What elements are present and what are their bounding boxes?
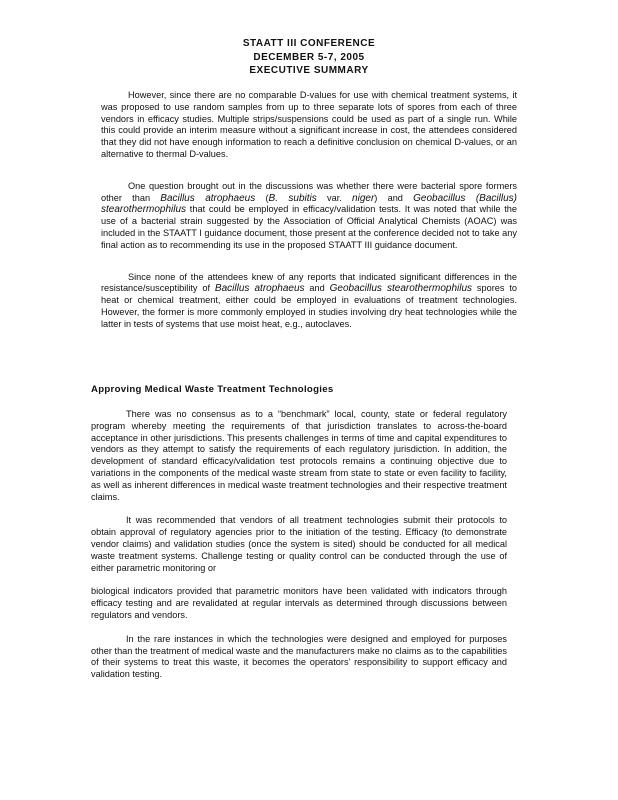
paragraph-spore-formers — [101, 181, 517, 252]
body-top — [101, 90, 517, 343]
header-line-conference: STAATT III CONFERENCE — [242, 38, 376, 49]
paragraph-resistance — [101, 272, 517, 331]
document-header — [0, 37, 618, 78]
species-name: B. subitis — [268, 192, 317, 204]
text-run: and — [304, 283, 330, 294]
paragraph-biological-indicators: biological indicators provided that parametric monitors have been validated with indicators through efficacy testing and are revalidated at regular intervals as determined through discussions between regulators and vendors. — [91, 586, 507, 620]
paragraph-d-values: However, since there are no comparable D-values for use with chemical treatment systems, it was proposed to use random samples from up to three separate lots of spores from each of three vendors in efficacy studies. Multiple strips/suspensions could be used as part of a single run. While this could provide an interim measure without a significant increase in cost, the attendees considered that they did not have enough information to reach a definitive conclusion on chemical D-values, or an alternative to thermal D-values. — [101, 90, 517, 159]
header-line-date: DECEMBER 5-7, 2005 — [253, 51, 365, 63]
text-run: One question brought out in the discussions was whether there were bacterial spore formers other than — [101, 180, 517, 203]
paragraph-benchmark: There was no consensus as to a “benchmark” local, county, state or federal regulatory program whereby meeting the requirements of that jurisdiction translates to across-the-board acceptance in other jurisdictions. This presents challenges in terms of time and capital expenditures to vendors as they attempt to satisfy the requirements of each regulatory jurisdiction. In addition, the development of standard efficacy/validation test protocols remains a continuing objective due to variations in the components of the medical waste stream from state to state or even facility to facility, as well as inherent differences in medical waste treatment technologies and their respective treatment claims. — [91, 409, 507, 502]
text-run: spores to heat or chemical treatment, either could be employed in evaluations of treatment technologies. However, the former is more commonly employed in studies involving dry heat technologies while the latter in tests of systems that use moist heat, e.g., autoclaves. — [101, 283, 518, 329]
species-name: Geobacillus (Bacillus) stearothermophilus — [101, 192, 517, 216]
paragraph-rare-instances: In the rare instances in which the technologies were designed and employed for purposes other than the treatment of medical waste and the manufacturers make no claims as to the capabilities of their systems to treat this waste, it becomes the operators’ responsibility to support efficacy and validation testing. — [91, 633, 507, 680]
species-name: Geobacillus stearothermophilus — [329, 283, 473, 295]
header-line-title: EXECUTIVE SUMMARY — [249, 65, 369, 76]
species-name: Bacillus atrophaeus — [160, 192, 256, 204]
text-run: ) and — [374, 192, 414, 203]
species-name: niger — [352, 192, 375, 204]
text-run: ( — [255, 192, 269, 203]
text-run: Since none of the attendees knew of any reports that indicated significant differences in the resistance/susceptibility of — [101, 271, 517, 294]
text-run: var. — [316, 192, 353, 203]
text-run: that could be employed in efficacy/validation tests. It was noted that while the use of a bacterial strain suggested by the Association of Official Analytical Chemists (AOAC) was included in the STAATT I guidance document, those present at the conference decided not to take any final action as to recommending its use in the proposed STAATT III guidance document. — [101, 204, 517, 250]
paragraph-recommendation: It was recommended that vendors of all treatment technologies submit their protocols to obtain approval of regulatory agencies prior to the initiation of the testing. Efficacy (to demonstrate vendor claims) and validation studies (once the system is sited) should be conducted for all medical waste treatment systems. Challenge testing or quality control can be conducted through the use of either parametric monitoring or — [91, 515, 507, 573]
section-heading: Approving Medical Waste Treatment Technologies — [91, 384, 334, 395]
body-bottom — [91, 409, 507, 693]
species-name: Bacillus atrophaeus — [214, 283, 305, 295]
